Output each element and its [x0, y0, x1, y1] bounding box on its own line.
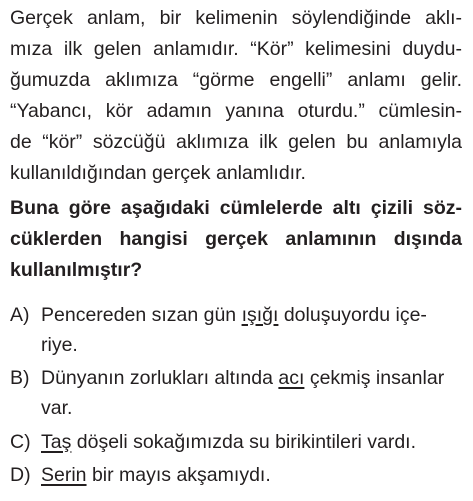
underlined-word: Serin [41, 464, 87, 486]
paragraph-line: kullanıldığından gerçek anlamlıdır. [10, 162, 306, 184]
question-line: kullanılmıştır? [10, 259, 143, 281]
option-text: Dünyanın zorlukları altında [41, 367, 279, 389]
paragraph-line: Gerçek anlam, bir kelimenin söylendiğinde aklı- [10, 7, 462, 29]
underlined-word: ışığı [241, 304, 279, 326]
option-text-continuation: riye. [41, 334, 78, 356]
option-letter: D) [10, 464, 31, 486]
option-text-continuation: var. [41, 397, 73, 419]
option-text: Pencereden sızan gün [41, 304, 242, 326]
paragraph-line: “Yabancı, kör adamın yanına oturdu.” cümlesin- [10, 100, 462, 122]
option-text: döşeli sokağımızda su birikintileri vardı. [71, 431, 416, 453]
paragraph-line: mıza ilk gelen anlamıdır. “Kör” kelimesini duydu- [10, 38, 462, 60]
option-text: çekmiş insanlar [304, 367, 445, 389]
underlined-word: acı [278, 367, 305, 389]
question-line: cüklerden hangisi gerçek anlamının dışında [10, 228, 462, 250]
option-letter: B) [10, 367, 30, 389]
option-text: doluşuyordu içe- [278, 304, 427, 326]
option-text: bir mayıs akşamıydı. [86, 464, 271, 486]
question-line: Buna göre aşağıdaki cümlelerde altı çizili söz- [10, 197, 462, 219]
paragraph-line: de “kör” sözcüğü aklımıza ilk gelen bu anlamıyla [10, 131, 462, 153]
underlined-word: Taş [41, 431, 72, 453]
option-letter: C) [10, 431, 31, 453]
option-letter: A) [10, 304, 30, 326]
paragraph-line: ğumuzda aklımıza “görme engelli” anlamı gelir. [10, 69, 462, 91]
